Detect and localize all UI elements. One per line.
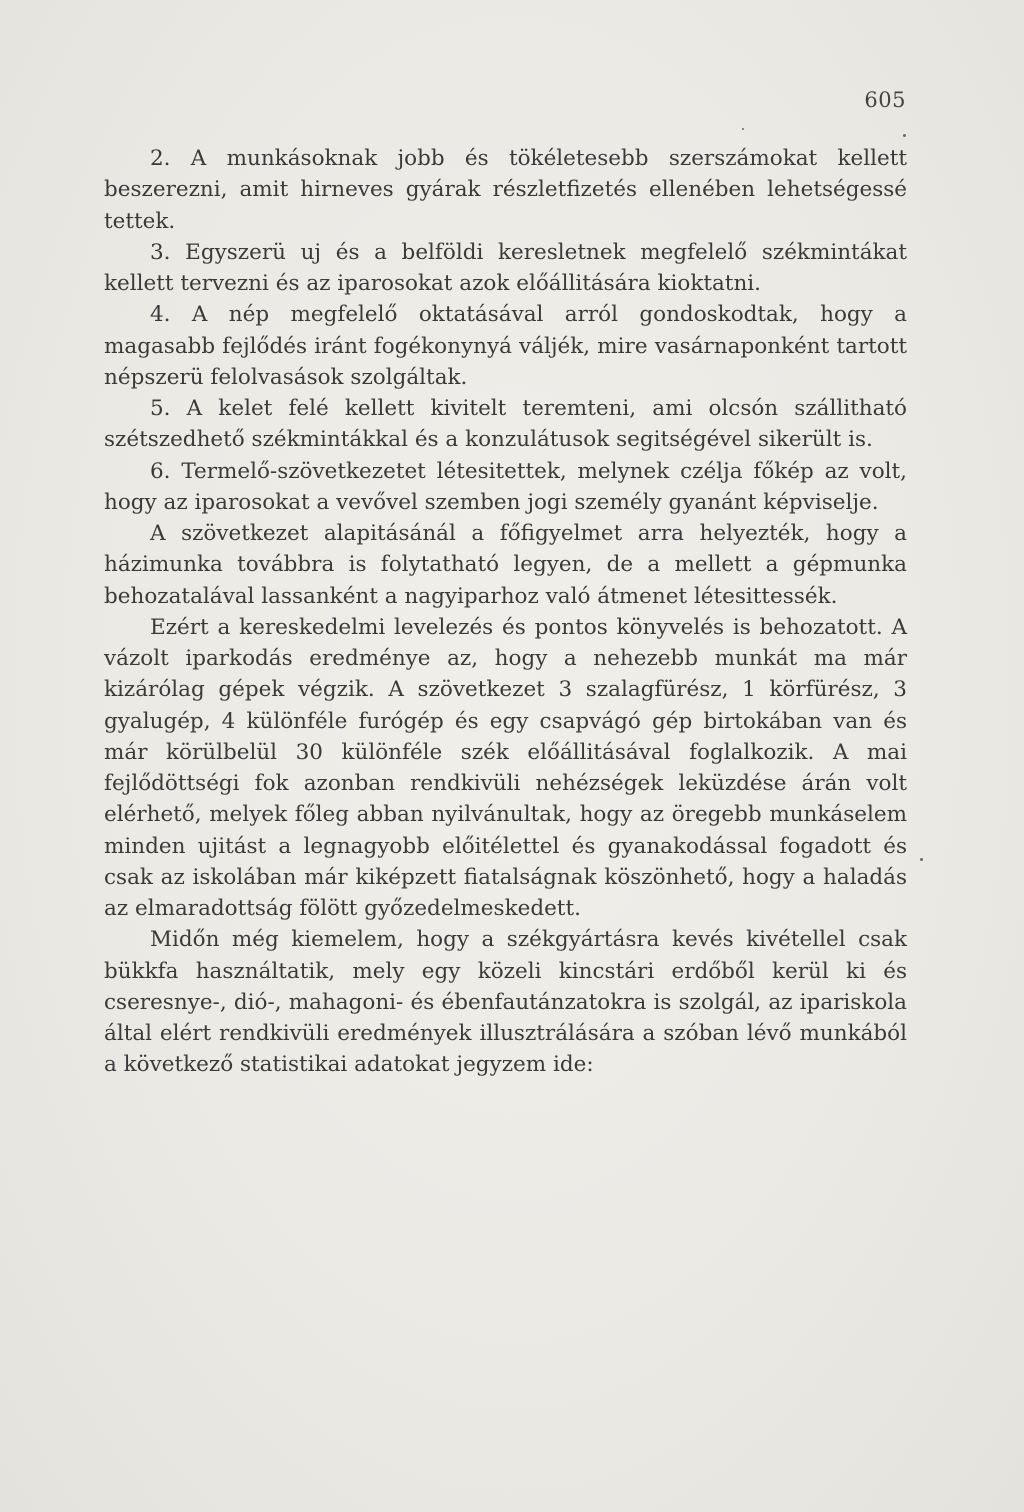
paragraph-results: Ezért a kereskedelmi levelezés és pontos könyvelés is behozatott. A vázolt iparkodás eredménye az, hogy a nehezebb munkát ma már kizárólag gépek végzik. A szövetkezet 3 szalagfürész, 1 körfürész, 3 gyalugép, 4 különféle furógép és egy csapvágó gép birtokában van és már körülbelül 30 különféle szék előállitásával foglalkozik. A mai fejlődöttségi fok azonban rendkivüli nehézségek leküzdése árán volt elérhető, melyek főleg abban nyilvánultak, hogy az öregebb munkáselem minden ujitást a legnagyobb előitélettel és gyanakodással fogadott és csak az iskolában már kiképzett fiatalságnak köszönhető, hogy a haladás az elmaradottság fölött győzedelmeskedett.	[104, 614, 907, 921]
paragraph-item-6: 6. Termelő-szövetkezetet létesitettek, melynek czélja főkép az volt, hogy az iparosokat a vevővel szemben jogi személy gyanánt képviselje.	[104, 458, 907, 515]
page-number: 605	[864, 88, 906, 112]
paragraph-conclusion: Midőn még kiemelem, hogy a székgyártásra kevés kivétellel csak bükkfa használtatik, mely egy közeli kincstári erdőből kerül ki és cseresnye-, dió-, mahagoni- és ébenfautánzatokra is szolgál, az ipariskola által elért rendkivüli eredmények illusztrálására a szóban lévő munkából a következő statistikai adatokat jegyzem ide:	[104, 927, 907, 1078]
paragraph-item-2: 2. A munkásoknak jobb és tökéletesebb szerszámokat kellett beszerezni, amit hirneves gyárak részletfizetés ellenében lehetségessé tettek.	[104, 146, 907, 234]
paragraph-cooperative: A szövetkezet alapitásánál a főfigyelmet arra helyezték, hogy a házimunka továbbra is folytatható legyen, de a mellett a gépmunka behozatalával lassanként a nagyiparhoz való átmenet létesittessék.	[104, 521, 907, 609]
ink-speck	[903, 134, 906, 137]
paragraph-item-4: 4. A nép megfelelő oktatásával arról gondoskodtak, hogy a magasabb fejlődés iránt fogékonynyá váljék, mire vasárnaponként tartott népszerü felolvasások szolgáltak.	[104, 302, 907, 390]
text-body	[104, 143, 907, 1081]
paragraph-item-3: 3. Egyszerü uj és a belföldi keresletnek megfelelő székmintákat kellett tervezni és az iparosokat azok előállitására kioktatni.	[104, 239, 907, 296]
paragraph-item-5: 5. A kelet felé kellett kivitelt teremteni, ami olcsón szállitható szétszedhető székmintákkal és a konzulátusok segitségével sikerült is.	[104, 396, 907, 453]
ink-speck	[920, 858, 923, 861]
ink-speck	[742, 128, 744, 130]
